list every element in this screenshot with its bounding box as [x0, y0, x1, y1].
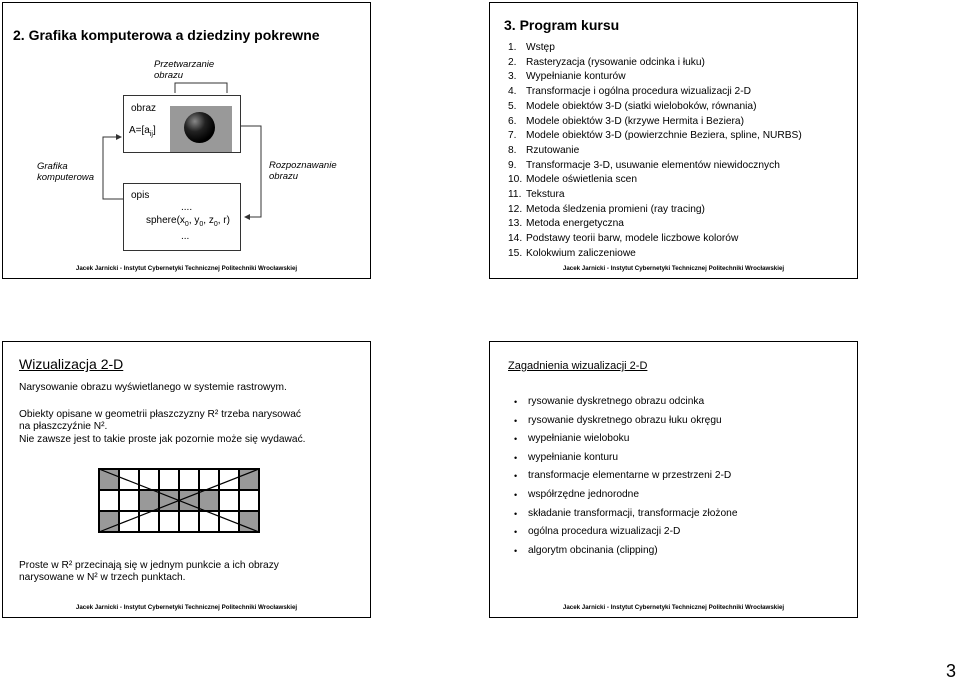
dots-bottom: ...	[181, 231, 190, 242]
slide-title: 3. Program kursu	[504, 17, 620, 33]
list-item: • rysowanie dyskretnego obrazu łuku okręgu	[514, 412, 738, 431]
paragraph: Proste w R² przecinają się w jednym punkcie a ich obrazy narysowane w N² w trzech punktach.	[19, 560, 279, 583]
list-item: • ogólna procedura wizualizacji 2-D	[514, 523, 738, 542]
list-item: • wypełnianie wieloboku	[514, 430, 738, 449]
list-item: • transformacje elementarne w przestrzeni 2-D	[514, 467, 738, 486]
list-item: 7. Modele obiektów 3-D (powierzchnie Beziera, spline, NURBS)	[508, 130, 802, 142]
course-topics-list	[508, 41, 802, 262]
slide-footer: Jacek Jarnicki - Instytut Cybernetyki Technicznej Politechniki Wrocławskiej	[562, 265, 785, 272]
list-item: 6. Modele obiektów 3-D (krzywe Hermita i Beziera)	[508, 115, 744, 127]
paragraph: Nie zawsze jest to takie proste jak pozornie może się wydawać.	[19, 434, 306, 445]
list-item: 5. Modele obiektów 3-D (siatki wieloboków, równania)	[508, 100, 757, 112]
list-item: • rysowanie dyskretnego obrazu odcinka	[514, 393, 738, 412]
list-item: 14. Podstawy teorii barw, modele liczbowe kolorów	[508, 233, 739, 245]
list-item: 4. Transformacje i ogólna procedura wizualizacji 2-D	[508, 86, 751, 98]
slide-footer: Jacek Jarnicki - Instytut Cybernetyki Technicznej Politechniki Wrocławskiej	[75, 265, 298, 272]
recognition-label: Rozpoznawanie obrazu	[269, 160, 337, 182]
list-item: • algorytm obcinania (clipping)	[514, 542, 738, 561]
processing-label: Przetwarzanie obrazu	[154, 59, 215, 81]
paragraph: Narysowanie obrazu wyświetlanego w systemie rastrowym.	[19, 382, 287, 393]
slide-course-program	[489, 2, 858, 279]
list-item: 11. Tekstura	[508, 189, 565, 201]
image-label: obraz	[131, 103, 157, 114]
slide-title: Zagadnienia wizualizacji 2-D	[508, 360, 648, 372]
pixel-grid-figure	[98, 468, 260, 533]
list-item: 13. Metoda energetyczna	[508, 218, 624, 230]
list-item: 8. Rzutowanie	[508, 144, 580, 156]
paragraph: Obiekty opisane w geometrii płaszczyzny R² trzeba narysować na płaszczyźnie N².	[19, 409, 301, 432]
slide-title: 2. Grafika komputerowa a dziedziny pokrewne	[13, 27, 320, 43]
description-label: opis	[131, 190, 150, 201]
sphere-image	[184, 112, 215, 143]
topics-list	[514, 393, 738, 560]
list-item: • współrzędne jednorodne	[514, 486, 738, 505]
dots-top: ....	[181, 202, 193, 213]
slide-2d-visualization	[2, 341, 371, 618]
list-item: 3. Wypełnianie konturów	[508, 71, 626, 83]
list-item: 2. Rasteryzacja (rysowanie odcinka i łuku)	[508, 56, 705, 68]
list-item: • wypełnianie konturu	[514, 449, 738, 468]
slide-title: Wizualizacja 2-D	[19, 356, 124, 372]
list-item: 9. Transformacje 3-D, usuwanie elementów niewidocznych	[508, 159, 780, 171]
list-item: 1. Wstęp	[508, 42, 555, 53]
list-item: • składanie transformacji, transformacje złożone	[514, 505, 738, 524]
slide-footer: Jacek Jarnicki - Instytut Cybernetyki Technicznej Politechniki Wrocławskiej	[75, 604, 298, 611]
list-item: 15. Kolokwium zaliczeniowe	[508, 247, 636, 259]
slide-footer: Jacek Jarnicki - Instytut Cybernetyki Technicznej Politechniki Wrocławskiej	[562, 604, 785, 611]
page-number: 3	[945, 661, 956, 681]
matrix-label: $A=[a_{ij}]$	[129, 125, 156, 138]
slide-2d-visualization-topics	[489, 341, 858, 618]
sphere-formula: $sphere(x_0$, $y_0$, $z_0$, r)	[146, 215, 230, 228]
list-item: 10. Modele oświetlenia scen	[508, 174, 637, 186]
list-item: 12. Metoda śledzenia promieni (ray tracing)	[508, 203, 705, 215]
slide-graphics-vs-related-fields	[2, 2, 371, 279]
graphics-label: Grafika komputerowa	[37, 161, 95, 183]
crossing-lines	[98, 468, 260, 533]
